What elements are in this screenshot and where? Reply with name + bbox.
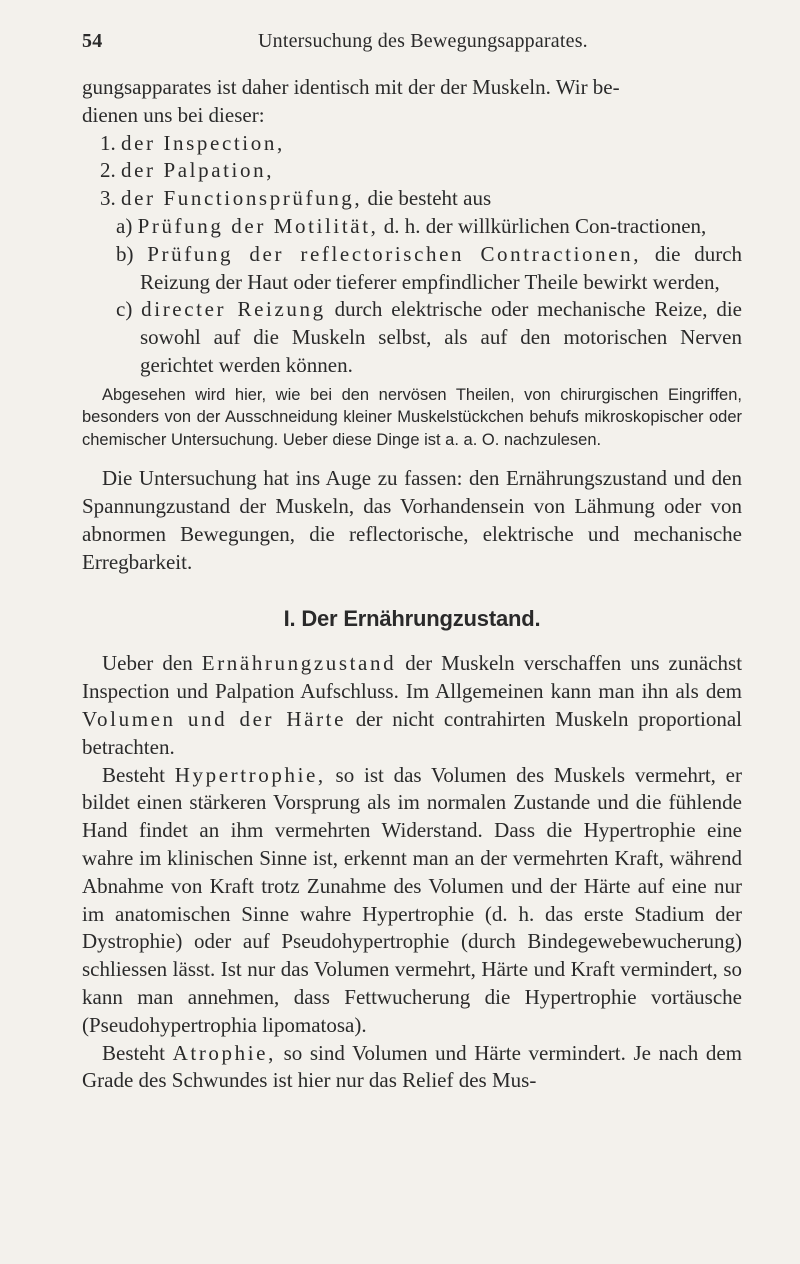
- list-number: 1.: [100, 130, 116, 155]
- emphasized-term: Volumen und der Härte: [82, 707, 347, 732]
- list-item-3: [100, 185, 742, 213]
- sub-term: Prüfung der reflectorischen Contractionen,: [147, 241, 642, 266]
- list-text: die besteht aus: [367, 186, 492, 211]
- emphasized-term: Ernährungzustand: [201, 651, 397, 676]
- text-run: Ueber den: [102, 651, 193, 676]
- section-heading: I. Der Ernährungzustand.: [283, 606, 541, 632]
- paragraph-ernaehrungzustand: [82, 650, 742, 761]
- list-item-1: [100, 130, 742, 158]
- list-text: der Palpation,: [121, 158, 275, 183]
- sub-text: d. h. der willkürlichen Con-tractionen,: [383, 213, 707, 238]
- page-body: [82, 74, 742, 1095]
- sub-text: durch elektrische oder mechanische Reize, die sowohl auf die Muskeln selbst, als auf den motorischen Nerven gerichtet werden können.: [140, 297, 743, 377]
- text-run: so ist das Volumen des Muskels vermehrt, er bildet einen stärkeren Vorsprung als im normalen Zustande und die fühlende Hand findet an ihm vermehrten Widerstand. Dass die Hypertrophie eine wahre im klinischen Sinne ist, erkennt man an der vermehrten Kraft, während Abnahme von Kraft trotz Zunahme des Volumen und der Härte auf eine nur im anatomischen Sinne wahre Hypertrophie (d. h. das erste Stadium der Dystrophie) oder auf Pseudohypertrophie (durch Bindegewebewucherung) schliessen lässt. Ist nur das Volumen vermehrt, Härte und Kraft vermindert, so kann man annehmen, dass Fettwucherung die Hypertrophie vortäusche (Pseudohypertrophia lipomatosa).: [82, 762, 742, 1037]
- list-item-2: [100, 157, 742, 185]
- paragraph-hypertrophie: [82, 762, 742, 1040]
- intro-line-2: dienen uns bei dieser:: [82, 102, 265, 127]
- text-run: der nicht contrahirten Muskeln proportional betrachten.: [82, 707, 742, 759]
- sub-item-c: [116, 296, 742, 379]
- intro-line-1: gungsapparates ist daher identisch mit der der Muskeln. Wir be-: [82, 75, 620, 99]
- emphasized-term: Atrophie,: [172, 1040, 276, 1065]
- sub-item-a: [116, 213, 742, 241]
- running-head: Untersuchung des Bewegungsapparates.: [258, 30, 588, 52]
- list-number: 3.: [100, 186, 116, 211]
- sub-label: b): [116, 241, 134, 266]
- text-run: so sind Volumen und Härte vermindert. Je nach dem Grade des Schwundes ist hier nur das Relief des Mus-: [82, 1040, 743, 1093]
- intro-paragraph: [82, 74, 742, 130]
- sub-item-b: [116, 241, 742, 297]
- sub-term: directer Reizung: [141, 297, 326, 322]
- page-header: [82, 30, 742, 58]
- sub-term: Prüfung der Motilität,: [137, 213, 379, 238]
- sub-text: die durch Reizung der Haut oder tieferer empfindlicher Theile bewirkt werden,: [140, 241, 743, 294]
- text-run: Besteht: [102, 762, 165, 787]
- paragraph-untersuchung: Die Untersuchung hat ins Auge zu fassen: den Ernährungszustand und den Spannungzustand der Muskeln, das Vorhandensein von Lähmung oder von abnormen Bewegungen, die reflectorische, elektrische und mechanische Erregbarkeit.: [82, 466, 742, 574]
- text-run: der Muskeln verschaffen uns zunächst Inspection und Palpation Aufschluss. Im Allgemeinen kann man ihn als dem: [82, 651, 743, 704]
- sub-label: a): [116, 213, 133, 238]
- page-number: 54: [82, 30, 103, 52]
- list-number: 2.: [100, 158, 116, 183]
- sub-label: c): [116, 297, 133, 322]
- list-text: der Inspection,: [121, 130, 285, 155]
- paragraph-atrophie: [82, 1040, 742, 1096]
- emphasized-term: Hypertrophie,: [174, 762, 326, 787]
- small-print-note: Abgesehen wird hier, wie bei den nervösen Theilen, von chirurgischen Eingriffen, besonders von der Ausschneidung kleiner Muskelstückchen behufs mikroskopischer oder chemischer Untersuchung. Ueber diese Dinge ist a. a. O. nachzulesen.: [82, 385, 742, 449]
- text-run: Besteht: [102, 1040, 165, 1065]
- list-term: der Functionsprüfung,: [121, 186, 363, 211]
